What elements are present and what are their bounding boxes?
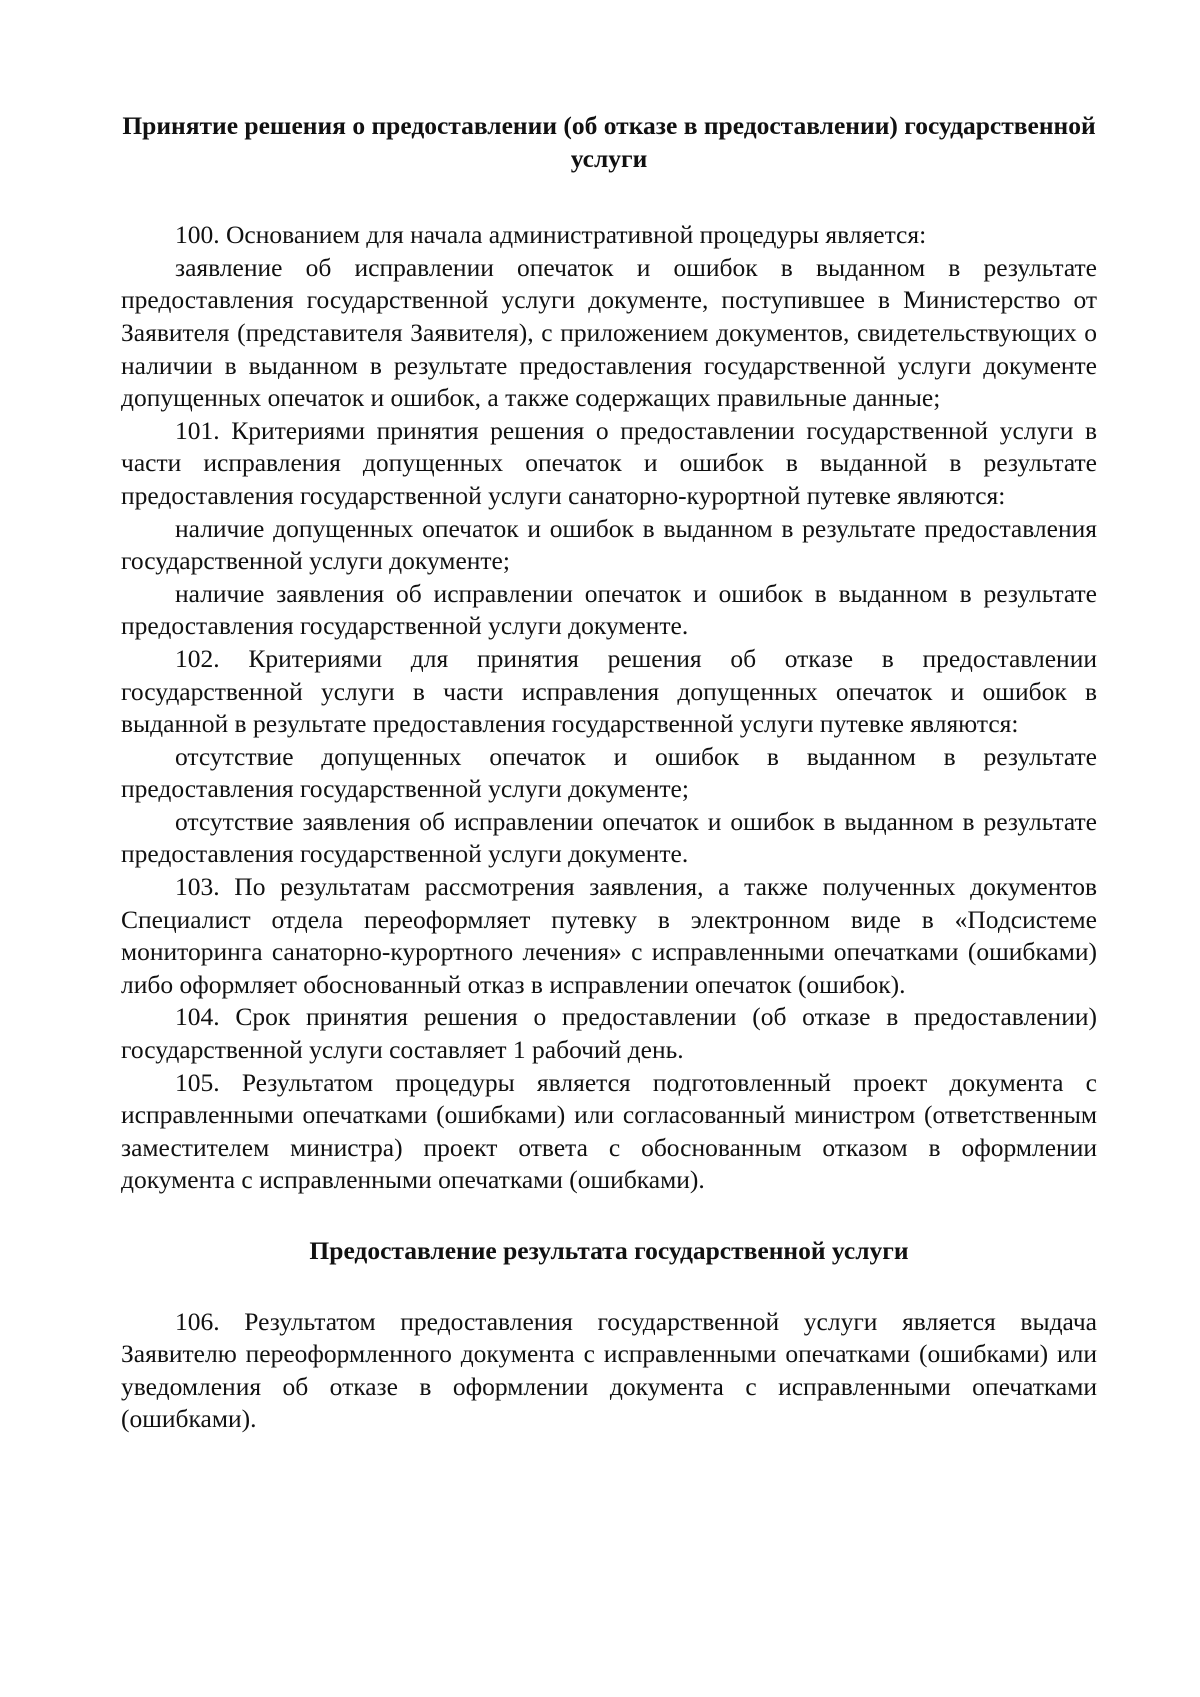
section-body xyxy=(121,1306,1097,1436)
section-heading: Принятие решения о предоставлении (об отказе в предоставлении) государственной услуги xyxy=(122,111,1096,173)
paragraph: 100. Основанием для начала административной процедуры является: xyxy=(175,220,927,250)
paragraph: 103. По результатам рассмотрения заявления, а также полученных документов Специалист отдела переоформляет путевку в электронном виде в «Подсистеме мониторинга санаторно-курортного лечения» с исправленными опечатками (ошибками) либо оформляет обоснованный отказ в исправлении опечаток (ошибок). xyxy=(121,872,1097,999)
paragraph: 101. Критериями принятия решения о предоставлении государственной услуги в части исправления допущенных опечаток и ошибок в выданной в результате предоставления государственной услуги санаторно-курортной путевке являются: xyxy=(121,415,1097,510)
paragraph: отсутствие заявления об исправлении опечаток и ошибок в выданном в результате предоставления государственной услуги документе. xyxy=(121,806,1097,869)
paragraph: 105. Результатом процедуры является подготовленный проект документа с исправленными опечатками (ошибками) или согласованный министром (ответственным заместителем министра) проект ответа с обоснованным отказом в оформлении документа с исправленными опечатками (ошибками). xyxy=(121,1067,1097,1195)
section-heading: Предоставление результата государственной услуги xyxy=(309,1236,909,1265)
section-body xyxy=(121,219,1097,1197)
paragraph: заявление об исправлении опечаток и ошибок в выданном в результате предоставления государственной услуги документе, поступившее в Министерство от Заявителя (представителя Заявителя), с приложением документов, свидетельствующих о наличии в выданном в результате предоставления государственной услуги документе допущенных опечаток и ошибок, а также содержащих правильные данные; xyxy=(121,252,1097,413)
paragraph: 106. Результатом предоставления государственной услуги является выдача Заявителю переоформленного документа с исправленными опечатками (ошибками) или уведомления об отказе в оформлении документа с исправленными опечатками (ошибками). xyxy=(121,1306,1097,1434)
paragraph: наличие заявления об исправлении опечаток и ошибок в выданном в результате предоставления государственной услуги документе. xyxy=(121,578,1097,641)
paragraph: наличие допущенных опечаток и ошибок в выданном в результате предоставления государственной услуги документе; xyxy=(121,513,1097,576)
paragraph: 104. Срок принятия решения о предоставлении (об отказе в предоставлении) государственной услуги составляет 1 рабочий день. xyxy=(121,1002,1097,1065)
paragraph: отсутствие допущенных опечаток и ошибок в выданном в результате предоставления государственной услуги документе; xyxy=(121,741,1097,804)
paragraph: 102. Критериями для принятия решения об отказе в предоставлении государственной услуги в части исправления допущенных опечаток и ошибок в выданной в результате предоставления государственной услуги путевке являются: xyxy=(121,643,1097,739)
